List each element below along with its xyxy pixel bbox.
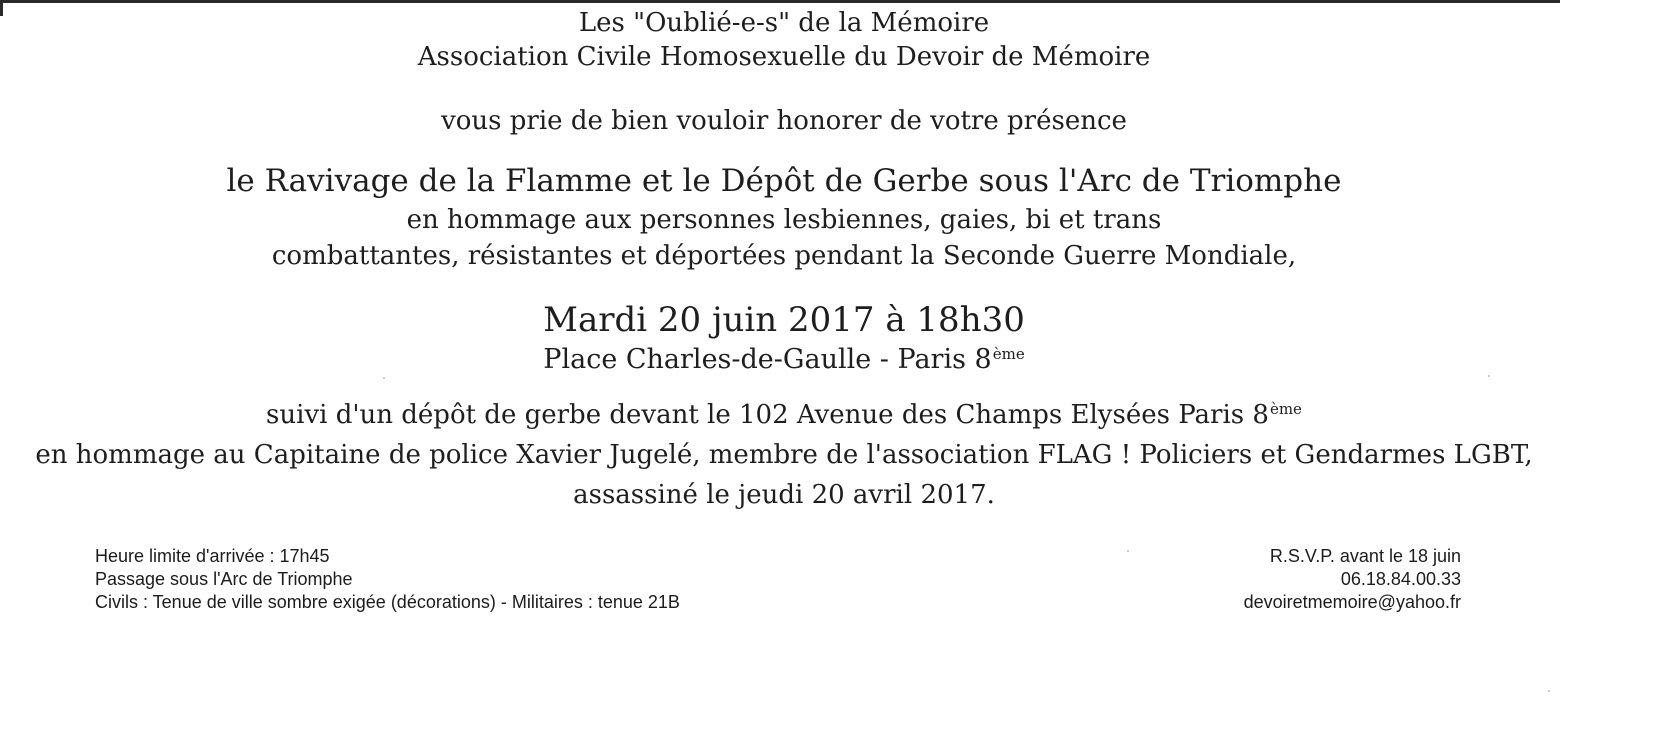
scan-top-edge	[0, 0, 1560, 3]
followup-line-2: en hommage au Capitaine de police Xavier Jugelé, membre de l'association FLAG ! Policiers et Gendarmes LGBT,	[35, 440, 1533, 470]
event-date-time: Mardi 20 juin 2017 à 18h30	[543, 300, 1025, 340]
tribute-line-2: combattantes, résistantes et déportées pendant la Seconde Guerre Mondiale,	[271, 241, 1297, 271]
followup-line-1-text: suivi d'un dépôt de gerbe devant le 102 Avenue des Champs Elysées Paris 8	[266, 400, 1269, 430]
event-description	[0, 160, 1568, 274]
event-place-text: Place Charles-de-Gaulle - Paris 8	[543, 344, 992, 375]
organization-name: Les "Oublié-e-s" de la Mémoire	[578, 8, 990, 38]
event-place-superscript: ème	[992, 345, 1025, 363]
followup-line-1-superscript: ème	[1269, 400, 1302, 418]
passage-note: Passage sous l'Arc de Triomphe	[95, 569, 353, 589]
scan-speck	[1127, 550, 1129, 552]
scan-speck	[1488, 375, 1490, 377]
followup-line-3: assassiné le jeudi 20 avril 2017.	[573, 480, 995, 510]
organization-subtitle: Association Civile Homosexuelle du Devoir de Mémoire	[417, 42, 1151, 72]
event-schedule	[0, 296, 1568, 376]
rsvp-phone: 06.18.84.00.33	[1340, 569, 1461, 589]
followup-block	[0, 395, 1568, 515]
practical-info	[95, 545, 680, 614]
event-place	[0, 344, 1568, 376]
arrival-deadline: Heure limite d'arrivée : 17h45	[95, 546, 330, 566]
rsvp-email: devoiretmemoire@yahoo.fr	[1243, 592, 1461, 612]
scan-speck	[1548, 690, 1550, 692]
dress-code: Civils : Tenue de ville sombre exigée (décorations) - Militaires : tenue 21B	[95, 592, 680, 612]
organization-header	[0, 6, 1568, 74]
scan-speck	[383, 377, 385, 379]
invitation-intro: vous prie de bien vouloir honorer de votre présence	[441, 106, 1127, 136]
rsvp-info	[1244, 545, 1461, 614]
tribute-line-1: en hommage aux personnes lesbiennes, gaies, bi et trans	[406, 205, 1162, 235]
event-title: le Ravivage de la Flamme et le Dépôt de Gerbe sous l'Arc de Triomphe	[226, 163, 1342, 199]
rsvp-deadline: R.S.V.P. avant le 18 juin	[1269, 546, 1461, 566]
followup-line-1	[0, 395, 1568, 435]
